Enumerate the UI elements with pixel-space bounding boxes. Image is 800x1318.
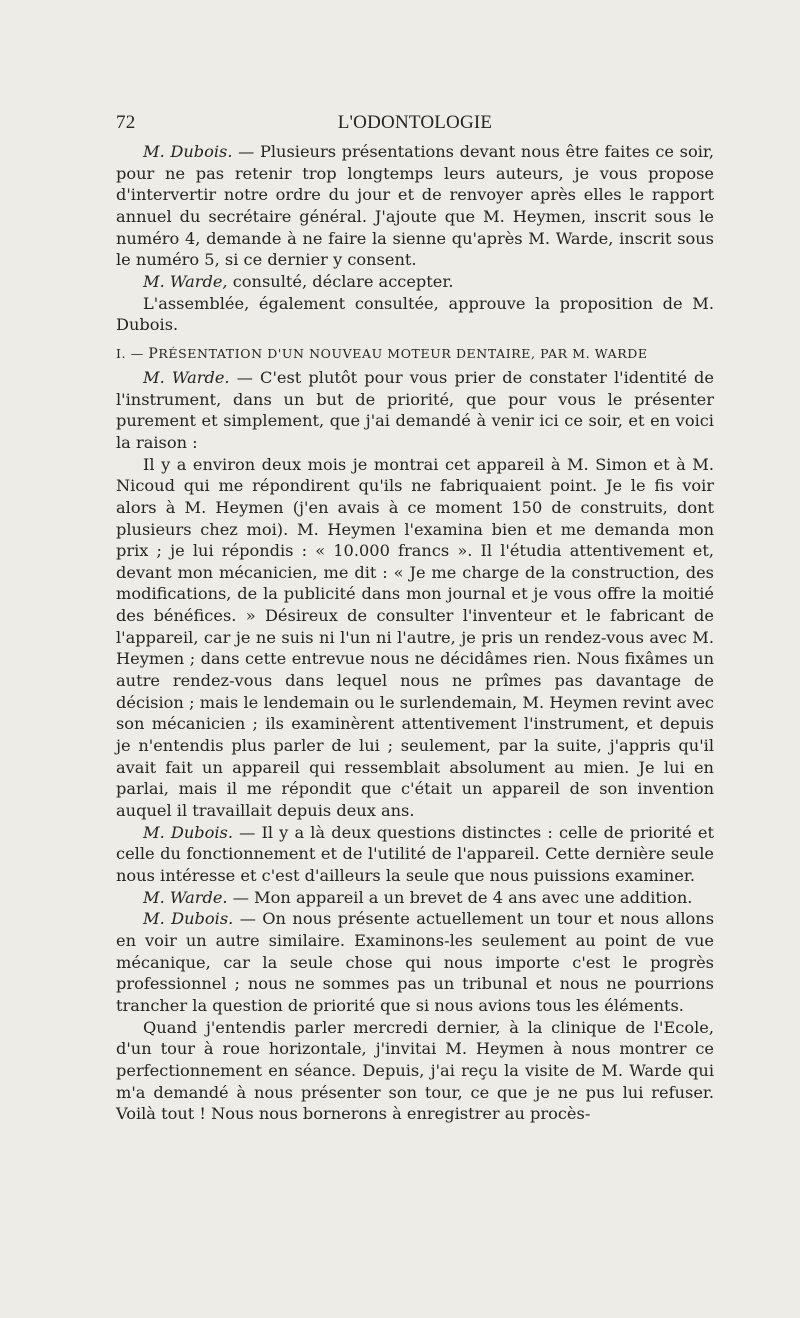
paragraph-text: — Il y a là deux questions distinctes : celle de priorité et celle du fonctionnement et de l'utilité de l'appareil. Cette dernière seule nous intéresse et c'est d'ailleurs la seule que nous puissions examiner. [116,822,714,885]
paragraph-text: — C'est plutôt pour vous prier de constater l'identité de l'instrument, dans un but de priorité, que pour vous le présenter purement et simplement, que j'ai demandé à venir ici ce soir, et en voici la raison : [116,367,714,452]
paragraph [116,454,714,822]
paragraph [116,887,714,909]
article-body [116,141,714,1125]
paragraph [116,271,714,293]
speaker-name: M. Dubois. [143,142,233,161]
paragraph [116,367,714,454]
paragraph-text: — On nous présente actuellement un tour et nous allons en voir un autre similaire. Examinons-les seulement au point de vue mécanique, car la seule chose qui nous importe c'est le progrès professionnel ; nous ne sommes pas un tribunal et nous ne pourrions trancher la question de priorité que si nous avions tous les éléments. [116,909,715,1015]
paragraph [116,908,714,1016]
paragraph-text: — Plusieurs présentations devant nous être faites ce soir, pour ne pas retenir trop longtemps leurs auteurs, je vous propose d'intervertir notre ordre du jour et de renvoyer après elles le rapport annuel du secrétaire général. J'ajoute que M. Heymen, inscrit sous le numéro 4, demande à ne faire la sienne qu'après M. Warde, inscrit sous le numéro 5, si ce dernier y consent. [116,142,714,270]
speaker-name: M. Warde. [143,887,228,907]
running-header [116,112,714,136]
paragraph-text: Il y a environ deux mois je montrai cet appareil à M. Simon et à M. Nicoud qui me répondirent qu'ils ne fabriquaient point. Je le fis voir alors à M. Heymen (j'en avais à ce moment 150 de construits, dont plusieurs chez moi). M. Heymen l'examina bien et me demanda mon prix ; je lui répondis : « 10.000 francs ». Il l'étudia attentivement et, devant mon mécanicien, me dit : « Je me charge de la construction, des modifications, de la publicité dans mon journal et je vous offre la moitié des bénéfices. » Désireux de consulter l'inventeur et le fabricant de l'appareil, car je ne suis ni l'un ni l'autre, je pris un rendez-vous avec M. Heymen ; dans cette entrevue nous ne décidâmes rien. Nous fixâmes un autre rendez-vous dans lequel nous ne prîmes pas davantage de décision ; mais le lendemain ou le surlendemain, M. Heymen revint avec son mécanicien ; ils examinèrent attentivement l'instrument, et depuis je n'entendis plus parler de lui ; seulement, par la suite, j'appris qu'il avait fait un appareil qui ressemblait absolument au mien. Je lui en parlai, mais il me répondit que c'était un appareil de son invention auquel il travaillait depuis deux ans. [116,454,714,821]
paragraph [116,822,714,887]
speaker-name: M. Warde, [143,271,228,291]
paragraph-text: consulté, déclare accepter. [227,271,454,291]
paragraph [116,141,714,271]
page-number: 72 [116,112,136,133]
section-heading: I. — PRÉSENTATION D'UN NOUVEAU MOTEUR DENTAIRE, PAR M. WARDE [116,345,648,362]
paragraph-text: L'assemblée, également consultée, approuve la proposition de M. Dubois. [116,293,714,335]
speaker-name: M. Warde. [143,367,230,387]
journal-title: L'ODONTOLOGIE [337,112,493,133]
section-number: I. [116,345,127,361]
section-title: RÉSENTATION D'UN NOUVEAU MOTEUR DENTAIRE, PAR M. WARDE [158,345,648,361]
paragraph-text: — Mon appareil a un brevet de 4 ans avec une addition. [227,887,693,907]
paragraph-text: Quand j'entendis parler mercredi dernier, à la clinique de l'Ecole, d'un tour à roue horizontale, j'invitai M. Heymen à nous montrer ce perfectionnement en séance. Depuis, j'ai reçu la visite de M. Warde qui m'a demandé à nous présenter son tour, ce que je ne pus lui refuser. Voilà tout ! Nous nous bornerons à enregistrer au procès- [116,1017,714,1124]
section-initial: P [148,345,159,362]
paragraph [116,293,714,336]
paragraph [116,1017,714,1125]
speaker-name: M. Dubois. [143,822,233,842]
speaker-name: M. Dubois. [143,909,234,929]
